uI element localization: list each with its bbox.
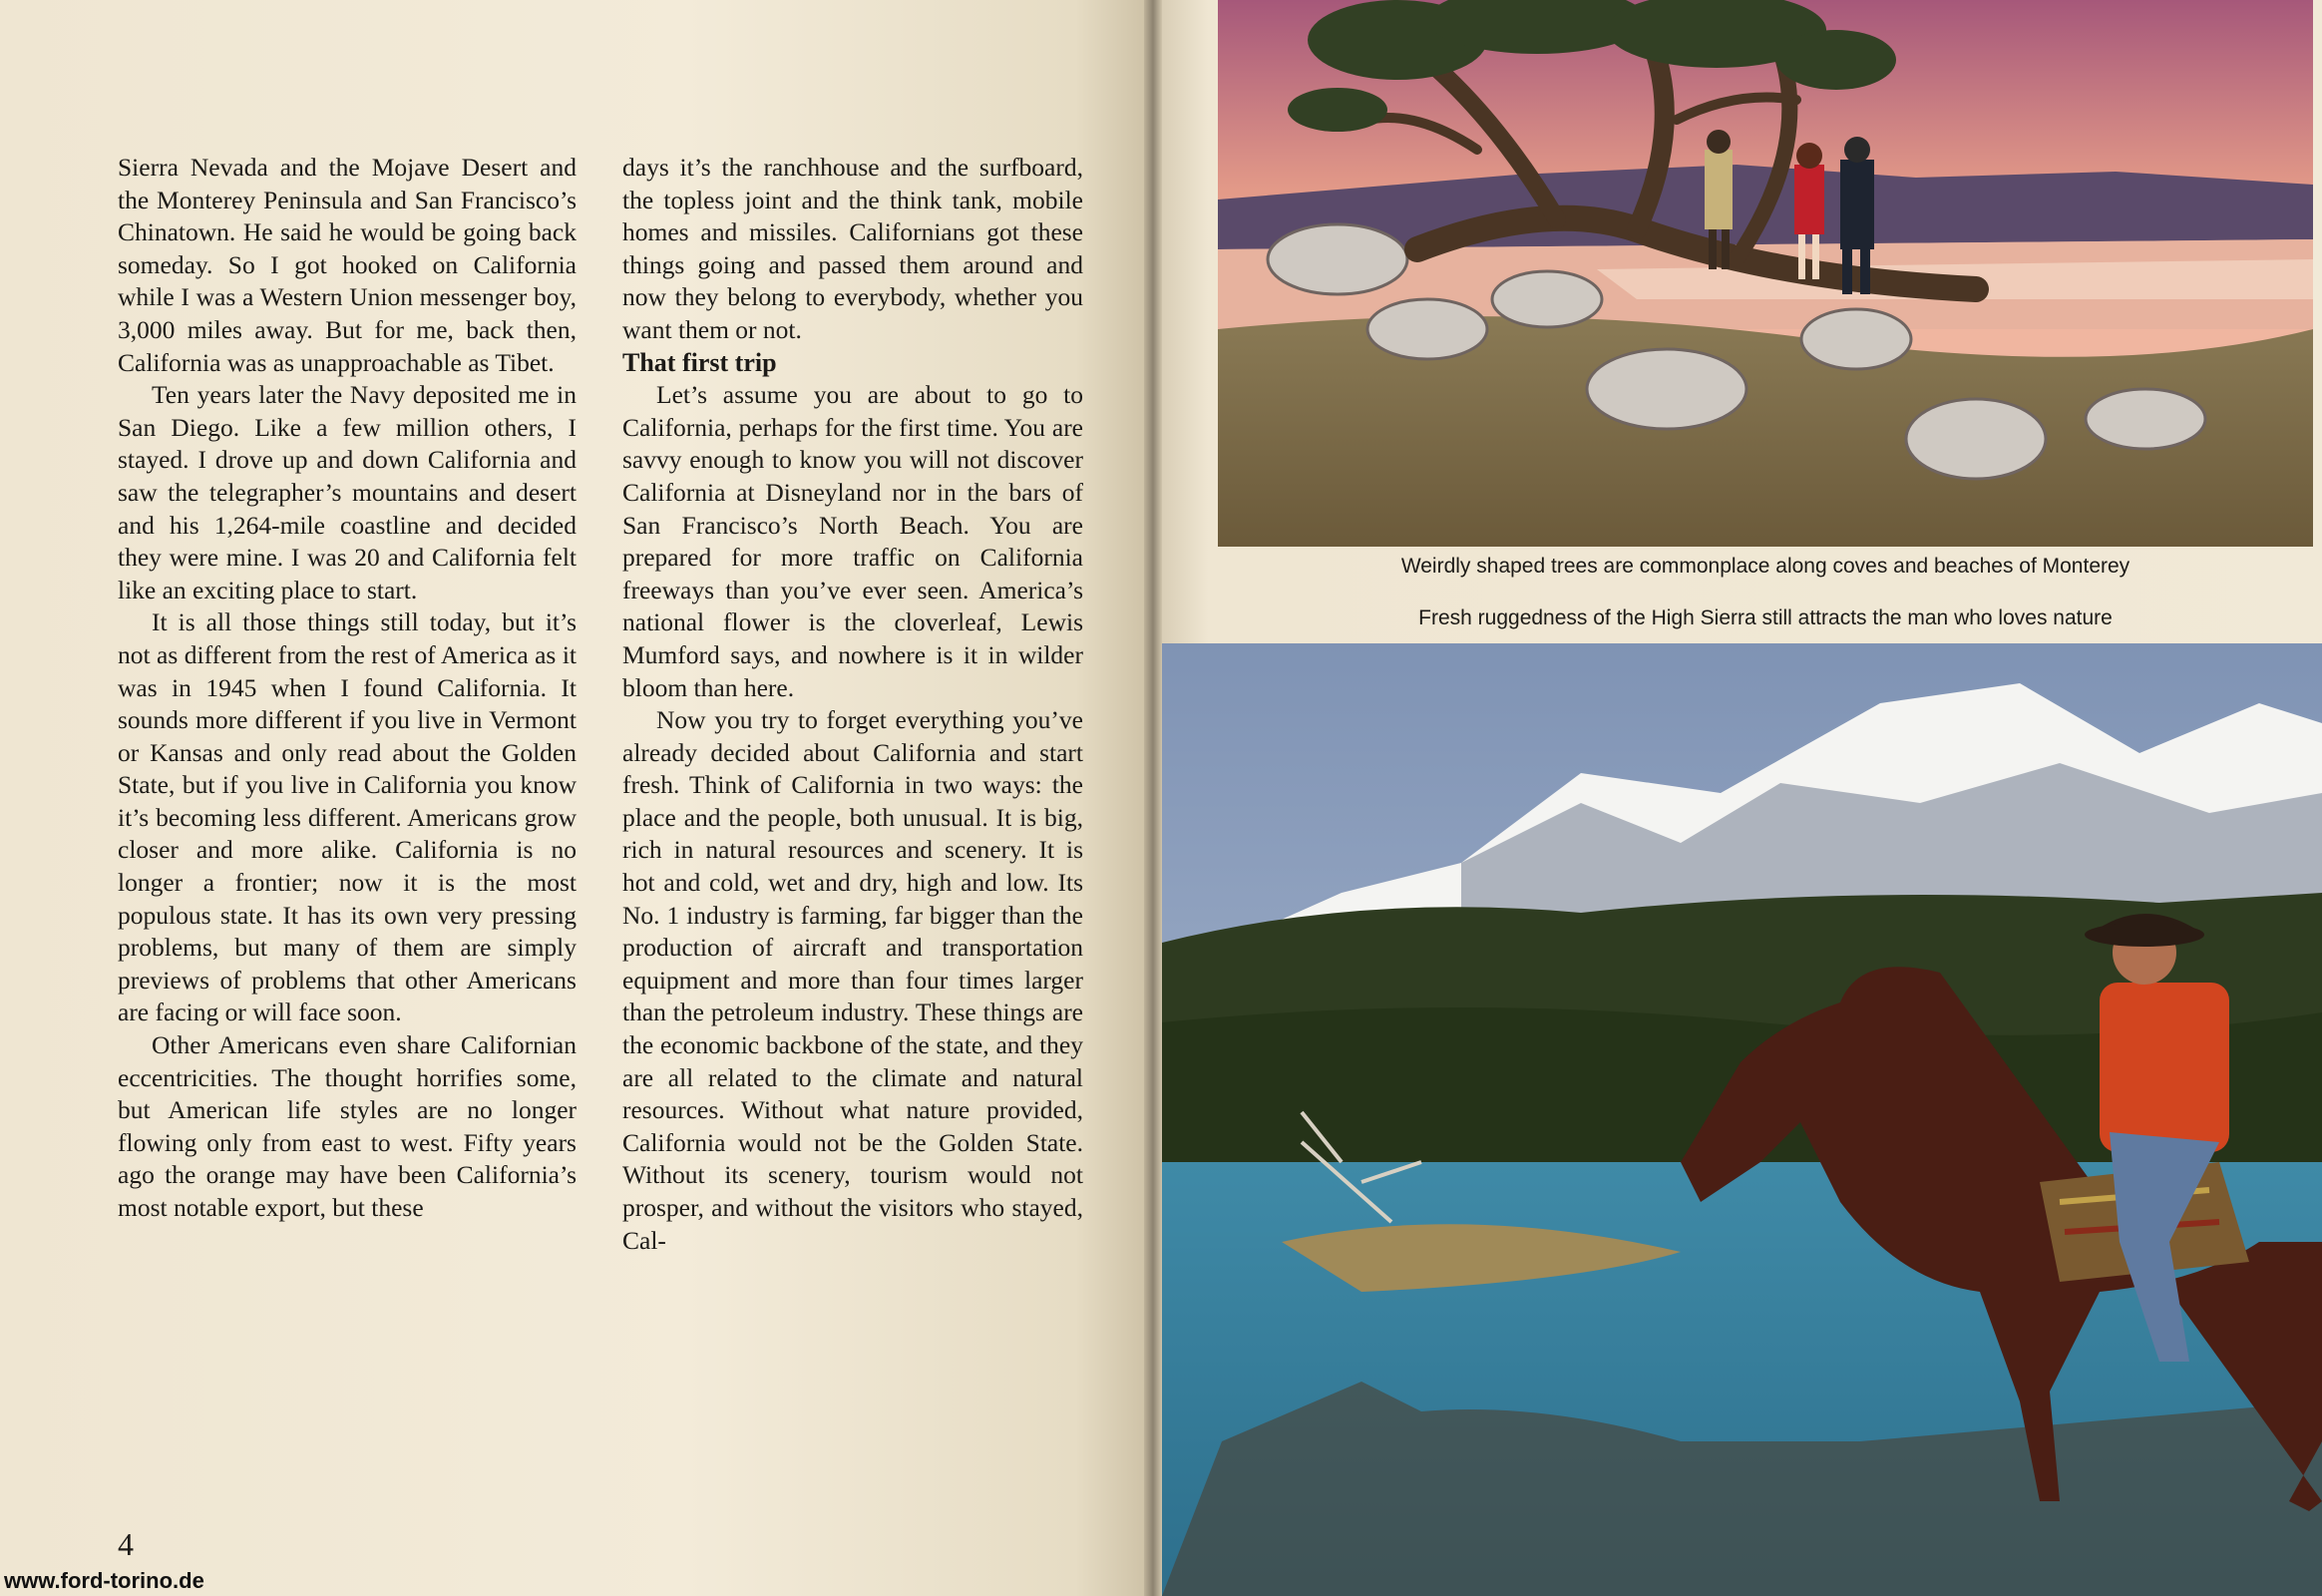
binding-gutter [1144,0,1162,1596]
paragraph: Let’s assume you are about to go to California, perhaps for the first time. You are savvy enough to know you will not discover California at Disneyland nor in the bars of San Francisco’s North Beach. You are prepared for more traffic on California freeways than you’ve ever seen. America’s national flower is the cloverleaf, Lewis Mumford says, and nowhere is it in wilder bloom than here. [622,380,1083,702]
caption-high-sierra: Fresh ruggedness of the High Sierra still attracts the man who loves nature [1418,606,2113,629]
page-number: 4 [118,1526,134,1562]
paragraph: Other Americans even share Californian eccentricities. The thought horrifies some, but American life styles are no longer flowing only from east to west. Fifty years ago the orange may have been California’s most notable export, but these [118,1030,577,1222]
paragraph: Sierra Nevada and the Mojave Desert and the Monterey Peninsula and San Francisco’s Chinatown. He said he would be going back someday. So I got hooked on California while I was a Western Union messenger boy, 3,000 miles away. But for me, back then, California was as unapproachable as Tibet. [118,153,577,377]
paragraph: Ten years later the Navy deposited me in San Diego. Like a few million others, I stayed. I drove up and down California and saw the telegrapher’s mountains and desert and his 1,264-mile coastline and decided they were mine. I was 20 and California felt like an exciting place to start. [118,380,577,604]
paragraph: days it’s the ranchhouse and the surfboard, the topless joint and the think tank, mobile homes and missiles. Californians got these things going and passed them around and now they belong to everybody, whether you want them or not. [622,153,1083,344]
high-sierra-horseman-illustration [1162,643,2322,1596]
caption-monterey: Weirdly shaped trees are commonplace along coves and beaches of Monterey [1400,555,2130,578]
left-page [0,0,1144,1596]
paragraph: It is all those things still today, but it’s not as different from the rest of America as it was in 1945 when I found California. It sounds more different if you live in Vermont or Kansas and only read about the Golden State, but if you live in California you know it’s becoming less different. Americans grow closer and more alike. California is no longer a frontier; now it is the most populous state. It has its own very pressing problems, but many of them are simply previews of problems that other Americans are facing or will face soon. [118,607,577,1027]
right-page [1162,0,2322,1596]
paragraph: Now you try to forget everything you’ve already decided about California and start fresh. Think of California in two ways: the place and the people, both unusual. It is big, rich in natural resources and scenery. It is hot and cold, wet and dry, high and low. Its No. 1 industry is farming, far bigger than the production of aircraft and transportation equipment and more than four times larger than the petroleum industry. These things are the economic backbone of the state, and they are all related to the climate and natural resources. Without what nature provided, California would not be the Golden State. Without its scenery, tourism would not prosper, and without the visitors who stayed, Cal- [622,705,1083,1255]
text-column-1 [118,152,577,1225]
text-column-2 [622,152,1083,1257]
section-heading: That first trip [622,347,777,377]
monterey-cypress-illustration [1218,0,2313,547]
watermark: www.ford-torino.de [4,1568,204,1593]
